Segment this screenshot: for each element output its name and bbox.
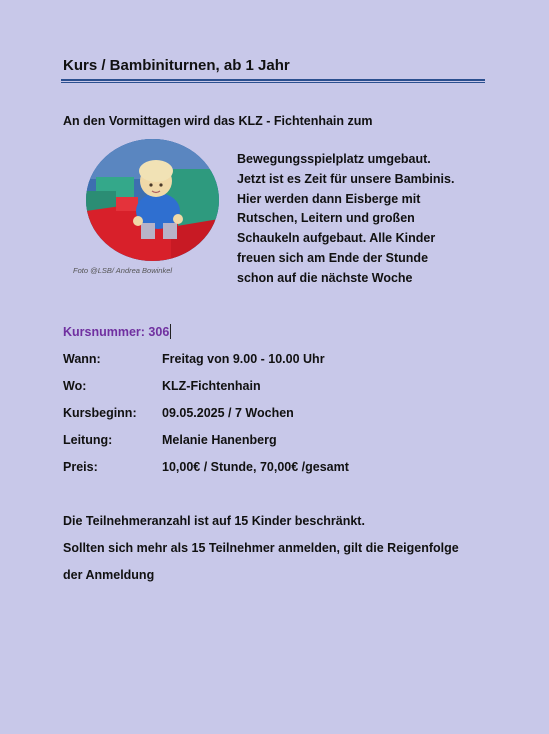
detail-label: Kursbeginn:: [63, 406, 137, 420]
text-cursor: [170, 324, 171, 339]
detail-row-where: [63, 379, 261, 393]
detail-row-price: [63, 460, 349, 474]
description-line: freuen sich am Ende der Stunde: [237, 250, 429, 265]
title-underline: [61, 79, 485, 83]
description-line: Bewegungsspielplatz umgebaut.: [237, 152, 431, 166]
intro-text: An den Vormittagen wird das KLZ - Fichtenhain zum: [63, 114, 373, 128]
detail-value: KLZ-Fichtenhain: [162, 379, 261, 393]
description-line: Schaukeln aufgebaut. Alle Kinder: [237, 231, 436, 246]
course-number[interactable]: [63, 324, 171, 339]
detail-value: 10,00€ / Stunde, 70,00€ /gesamt: [162, 460, 349, 474]
detail-value: 09.05.2025 / 7 Wochen: [162, 406, 294, 420]
detail-row-when: [63, 352, 325, 366]
detail-row-leader: [63, 433, 277, 447]
detail-label: Leitung:: [63, 433, 113, 447]
description-line: Hier werden dann Eisberge mit: [237, 191, 421, 206]
course-number-text: Kursnummer: 306: [63, 325, 170, 339]
detail-label: Preis:: [63, 460, 98, 474]
description-line: Rutschen, Leitern und großen: [237, 211, 415, 226]
detail-value: Freitag von 9.00 - 10.00 Uhr: [162, 352, 325, 366]
child-photo-illustration: [86, 139, 219, 261]
detail-row-start: [63, 406, 294, 420]
detail-value: Melanie Hanenberg: [162, 433, 277, 447]
detail-label: Wann:: [63, 352, 101, 366]
description-paragraph: [237, 150, 477, 289]
child-photo: [86, 139, 219, 261]
detail-label: Wo:: [63, 379, 87, 393]
description-line: Jetzt ist es Zeit für unsere Bambinis.: [237, 171, 455, 186]
note-line: Die Teilnehmeranzahl ist auf 15 Kinder beschränkt.: [63, 514, 365, 528]
photo-credit: Foto @LSB/ Andrea Bowinkel: [73, 266, 173, 275]
description-line: schon auf die nächste Woche: [237, 270, 413, 285]
page-title: Kurs / Bambiniturnen, ab 1 Jahr: [63, 57, 290, 74]
note-line: der Anmeldung: [63, 568, 155, 582]
note-line: Sollten sich mehr als 15 Teilnehmer anmelden, gilt die Reigenfolge: [63, 541, 459, 555]
